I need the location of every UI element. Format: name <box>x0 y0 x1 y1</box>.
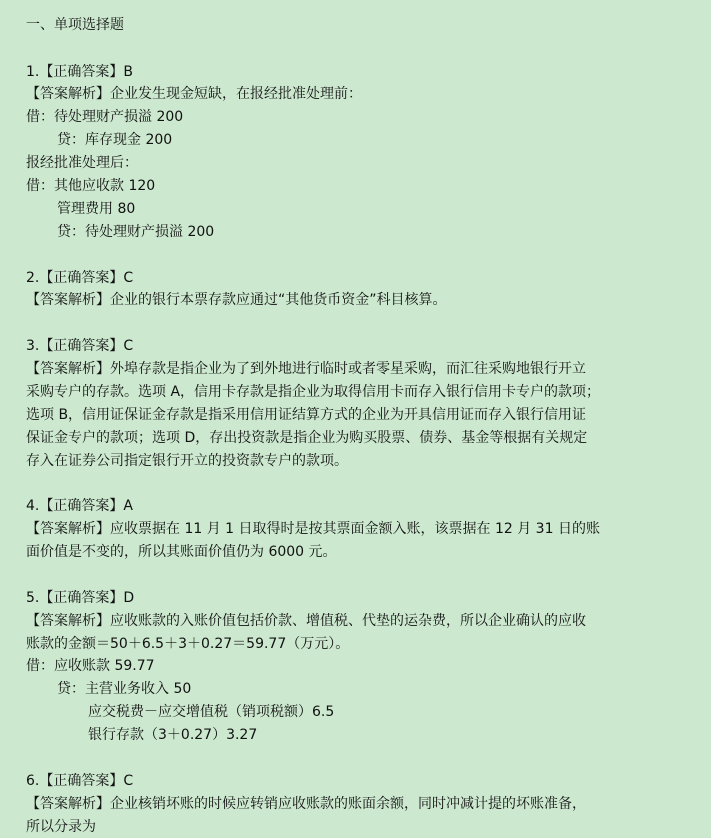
q3-analysis-line-2: 采购专户的存款。选项 A，信用卡存款是指企业为取得信用卡而存入银行信用卡专户的款项； <box>26 384 601 400</box>
q1-entry-debit-3: 管理费用 80 <box>57 201 136 217</box>
q4-answer: 4.【正确答案】A <box>26 498 133 514</box>
q1-entry-credit-2: 贷：待处理财产损溢 200 <box>57 224 215 240</box>
q5-entry-debit: 借：应收账款 59.77 <box>26 658 155 674</box>
q1-entry-credit: 贷：库存现金 200 <box>57 132 173 148</box>
q5-analysis-line-2: 账款的金额＝50＋6.5＋3＋0.27＝59.77（万元）。 <box>26 636 350 652</box>
q4-analysis-line-1: 【答案解析】应收票据在 11 月 1 日取得时是按其票面金额入账，该票据在 12 月 31 日的账 <box>26 521 600 537</box>
q1-entry-debit: 借：待处理财产损溢 200 <box>26 109 184 125</box>
q5-answer: 5.【正确答案】D <box>26 590 135 606</box>
q5-entry-credit-3: 银行存款（3＋0.27）3.27 <box>88 727 258 743</box>
q2-answer: 2.【正确答案】C <box>26 270 134 286</box>
q3-analysis-line-3: 选项 B，信用证保证金存款是指采用信用证结算方式的企业为开具信用证而存入银行信用证 <box>26 407 587 423</box>
q2-analysis: 【答案解析】企业的银行本票存款应通过“其他货币资金”科目核算。 <box>26 292 447 308</box>
q1-entry-debit-2: 借：其他应收款 120 <box>26 178 156 194</box>
q1-answer: 1.【正确答案】B <box>26 64 133 80</box>
q5-entry-credit-1: 贷：主营业务收入 50 <box>57 681 192 697</box>
q3-analysis-line-5: 存入在证券公司指定银行开立的投资款专户的款项。 <box>26 453 348 469</box>
q6-analysis-line-2: 所以分录为 <box>26 819 96 835</box>
q5-analysis-line-1: 【答案解析】应收账款的入账价值包括价款、增值税、代垫的运杂费，所以企业确认的应收 <box>26 613 586 629</box>
q6-answer: 6.【正确答案】C <box>26 773 134 789</box>
q4-analysis-line-2: 面价值是不变的，所以其账面价值仍为 6000 元。 <box>26 544 337 560</box>
q1-analysis: 【答案解析】企业发生现金短缺，在报经批准处理前： <box>26 86 362 102</box>
q6-analysis-line-1: 【答案解析】企业核销坏账的时候应转销应收账款的账面余额，同时冲减计提的坏账准备， <box>26 796 586 812</box>
q1-after-approval: 报经批准处理后： <box>26 155 138 171</box>
section-title: 一、单项选择题 <box>26 17 124 33</box>
q5-entry-credit-2: 应交税费－应交增值税（销项税额）6.5 <box>88 704 335 720</box>
q3-answer: 3.【正确答案】C <box>26 338 134 354</box>
q3-analysis-line-1: 【答案解析】外埠存款是指企业为了到外地进行临时或者零星采购，而汇往采购地银行开立 <box>26 361 586 377</box>
q3-analysis-line-4: 保证金专户的款项；选项 D，存出投资款是指企业为购买股票、债券、基金等根据有关规定 <box>26 430 588 446</box>
